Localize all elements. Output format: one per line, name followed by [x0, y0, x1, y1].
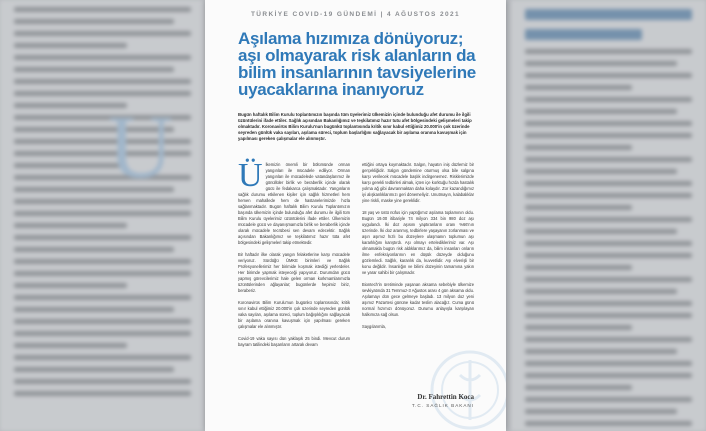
right-column	[362, 162, 474, 336]
background-dropcap: U	[108, 98, 173, 197]
body-paragraph: Biontech'in üretiminde yaşanan aksama sebebiyle ülkemize sevkiyatında 31 Temmuz-3 Ağustos arası 4 gün aksama oldu. Aşılamayı dün gece gelmeye başladı. 13 milyon doz yeni aşımız Pazartesi gününe kadar teslim alacağız. Cuma günü normal hızımızı dönüyoruz. Durumu anlayışla karşılayan halkımıza sağ olsun.	[362, 282, 474, 317]
title-line: bilim insanlarının tavsiyelerine	[238, 63, 476, 82]
background-blur-right	[511, 0, 706, 431]
page-title	[238, 30, 488, 98]
background-blur-left	[0, 0, 205, 431]
dropcap: Ü	[238, 157, 263, 194]
body-paragraph: Koronavirüs Bilim Kurulu'nun bugünkü toplantısında; kritik sınır kabul ettiğimiz 20.000'in çok üzerinde seyreden günlük vaka sayıları, aşılama süreci, toplum bağışıklığını sağlayacak bir aşılama oranına kavuşmak için yapılması gereken çalışmalar ele alınmıştır.	[238, 300, 350, 329]
title-line: aşı olmayarak risk alanların da	[238, 46, 476, 65]
left-column	[238, 157, 350, 354]
title-line: Aşılama hızımıza dönüyoruz;	[238, 29, 464, 48]
body-paragraph: 18 yaş ve üstü nüfus için yaptığımız aşılama toplamının oldu. Bugün 19.00 itibariyle 74 milyon 334 bin 980 doz aşı uygulandı. İki doz aşısını yaptıranların oranı %66'nın üzerinde. İki doz aranmış, tedbirlere yaşayanın zorlanması ve aşırı aşımız hızlı bu düzeylere ulaşmanın toplumun aşı kararlılığını karıştırdı. Aşı olmayı ertelediklerimiz var. Aşı olmamakla bugün risk aldıklarımız da, bilim insanları onların ilme enfeksiyonlarının en düşük düzeyde olduğunu gözlemledi. Sağlık, karanlık da, kuvvetlidir. Aşı elverişli bir konu değildir. İnsanlığın ve bilimi düzeyinin tamamına yakın ve yarar sahibi bir çalışmadır.	[362, 210, 474, 275]
closing-text: Saygılarımla,	[362, 324, 386, 329]
body-paragraph	[238, 157, 350, 246]
lead-paragraph: Bugün haftalık Bilim Kurulu toplantımızın başında tüm üyelerimiz ülkemizin içinde bulunduğu afet durumu ile ilgili üzüntülerini ifade ettiler. Sağlık açısından Bakanlığımız ve teşkilatımız hazır tutu afet bölgesindeki gelişmeleri takip olmaktadır. Koronavirüs Bilim Kurulu'nun bugünkü toplantısında kritik sınır kabul ettiğimiz 20.000'in çok üzerinde seyreden günlük vaka sayıları, aşılama süreci, toplum başlarlığını sağlayacak bir aşılama oranına kavuşmak için yapılması gereken çalışmalar ele alınmıştır.	[238, 112, 472, 141]
body-paragraph: ettiğini ortaya koymaktadır. Salgın, hayatın iniş düzlemiz bir gerçekliğidir. Salgın gündemine oturmuş olsa bile salgına karşı verilecek mücadele başlık indirgenemez. Risklerimizde karşı gerekli tedbirleri almak, içten içe korktuğu hızda hastalık yolma ağ gibi davranmaktan daha kolaydır. Zor kazandığımız iyi alışkanlıklarımızı geri dönemeliyiz. Unutmayın, kalabalıklar yine riskli, maske yine gereklidir.	[362, 162, 474, 203]
signature-name: Dr. Fahrettin Koca	[417, 393, 474, 401]
body-paragraph: Bir haftadır ilke olarak yangın felaketlerine karşı mücadele veriyoruz. Sürdüğü ÜMKE birimleri ve Sağlık Profesyonellerimiz her birimide koşmak istediği yerlerdeler. Her birimde yapmak isteyeceği yapıyoruz. Durumdan gücü yapmış görevcilerimiz hale gelen orman korkmamlarımızla üzüntülerinden ağlayanlar; bugünlerde hepimiz biriz, beraberiz.	[238, 252, 350, 293]
document-page	[205, 0, 506, 431]
ministry-emblem-watermark	[425, 340, 506, 431]
signature-title: T.C. SAĞLIK BAKANI	[411, 403, 474, 408]
body-text: lkemizin önemli bir bölümünde orman yangınları ile mücadele ediliyor. Orman yangınları ile mücadelede vatandaşlarımız ile gönüllüler birlik ve beraberlik içinde olarak gücü ile fedakarca çalışmaktadır. Yangınların sağlık durumu etkilenen kişiler için sağlık hizmetleri hem hemen mahallede hem de hastanelerimizde hızla sağlanmaktadır. Bugün haftalık Bilim Kurulu Toplantımızın başında ülkemizin içinde bulunduğu afet durumu ile ilgili tüm Bilim Kurulu üyelerimiz üzüntülerini ifade ettiler. Ülkemizin mücadele gücü ve dayanışmamızla birlik ve beraberlik içinde olarak mücadele tecrübesi sen devam edecektir. Sağlık açısından Bakanlığımız ve teşkilatımız hazır tüta afet bölgesindeki gelişmeleri takip etmektedir.	[238, 162, 350, 245]
title-line: uyacaklarına inanıyoruz	[238, 80, 424, 99]
body-paragraph: Covid-19 vaka sayısı dün yaklaşık 25 bindi. Mevcut durum bayram tatilindeki başarıların artarak devam	[238, 336, 350, 347]
page-header: TÜRKİYE COVID-19 GÜNDEMİ | 4 AĞUSTOS 2021	[250, 11, 461, 18]
